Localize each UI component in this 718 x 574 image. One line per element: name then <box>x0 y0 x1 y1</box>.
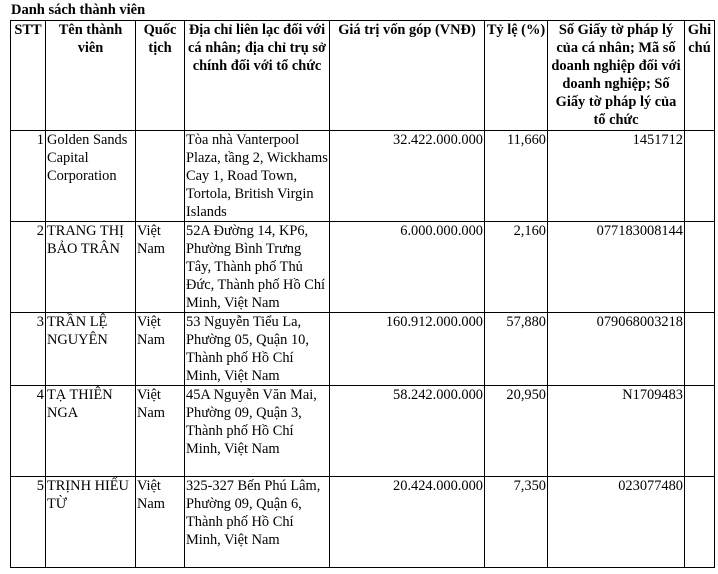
table-row <box>11 477 715 568</box>
table-row <box>11 386 715 477</box>
cell-document: 023077480 <box>548 477 685 568</box>
cell-document: 077183008144 <box>548 222 685 313</box>
cell-nationality: Việt Nam <box>136 386 185 477</box>
cell-nationality <box>136 131 185 222</box>
cell-address: 53 Nguyễn Tiểu La, Phường 05, Quận 10, Thành phố Hồ Chí Minh, Việt Nam <box>185 313 330 386</box>
cell-address: Tòa nhà Vanterpool Plaza, tầng 2, Wickhams Cay 1, Road Town, Tortola, British Virgin Islands <box>186 132 328 220</box>
header-document: Số Giấy tờ pháp lý của cá nhân; Mã số doanh nghiệp đối với doanh nghiệp; Số Giấy tờ pháp lý của tổ chức <box>548 21 685 131</box>
header-nationality: Quốc tịch <box>136 21 185 131</box>
cell-name: Golden Sands Capital Corporation <box>46 131 136 222</box>
table-row <box>11 313 715 386</box>
cell-note <box>685 386 715 477</box>
cell-ratio: 57,880 <box>485 313 548 386</box>
cell-document: N1709483 <box>548 386 685 477</box>
cell-nationality: Việt Nam <box>136 477 185 568</box>
header-note: Ghi chú <box>685 21 715 131</box>
cell-note <box>685 131 715 222</box>
cell-nationality: Việt Nam <box>136 313 185 386</box>
cell-ratio: 20,950 <box>485 386 548 477</box>
cell-capital: 6.000.000.000 <box>330 222 485 313</box>
cell-address: 325-327 Bến Phú Lâm, Phường 09, Quận 6, Thành phố Hồ Chí Minh, Việt Nam <box>185 477 330 568</box>
cell-capital: 20.424.000.000 <box>330 477 485 568</box>
cell-name: TRỊNH HIẾU TỪ <box>46 477 136 568</box>
cell-note <box>685 477 715 568</box>
cell-name: TRANG THỊ BẢO TRÂN <box>46 222 136 313</box>
cell-document: 1451712 <box>548 131 685 222</box>
cell-ratio: 2,160 <box>485 222 548 313</box>
table-header-row <box>11 21 715 131</box>
header-address: Địa chỉ liên lạc đối với cá nhân; địa chỉ trụ sở chính đối với tổ chức <box>185 21 330 131</box>
table-title: Danh sách thành viên <box>11 2 146 18</box>
cell-stt: 3 <box>11 313 46 386</box>
header-name: Tên thành viên <box>46 21 136 131</box>
cell-note <box>685 222 715 313</box>
header-capital: Giá trị vốn góp (VNĐ) <box>330 21 485 131</box>
cell-capital: 58.242.000.000 <box>330 386 485 477</box>
cell-capital: 160.912.000.000 <box>330 313 485 386</box>
table-row <box>11 222 715 313</box>
cell-document: 079068003218 <box>548 313 685 386</box>
cell-capital: 32.422.000.000 <box>330 131 485 222</box>
cell-nationality: Việt Nam <box>136 222 185 313</box>
cell-stt: 4 <box>11 386 46 477</box>
header-ratio: Tỷ lệ (%) <box>485 21 548 131</box>
members-table <box>10 20 715 568</box>
table-row <box>11 131 715 222</box>
cell-stt: 1 <box>11 131 46 222</box>
header-stt: STT <box>11 21 46 131</box>
cell-address: 52A Đường 14, KP6, Phường Bình Trưng Tây, Thành phố Thủ Đức, Thành phố Hồ Chí Minh, Việt Nam <box>185 222 330 313</box>
cell-ratio: 7,350 <box>485 477 548 568</box>
cell-note <box>685 313 715 386</box>
cell-stt: 2 <box>11 222 46 313</box>
cell-stt: 5 <box>11 477 46 568</box>
cell-ratio: 11,660 <box>485 131 548 222</box>
cell-address: 45A Nguyễn Văn Mai, Phường 09, Quận 3, Thành phố Hồ Chí Minh, Việt Nam <box>185 386 330 477</box>
cell-name: TRẦN LỆ NGUYÊN <box>46 313 136 386</box>
cell-name: TẠ THIÊN NGA <box>46 386 136 477</box>
